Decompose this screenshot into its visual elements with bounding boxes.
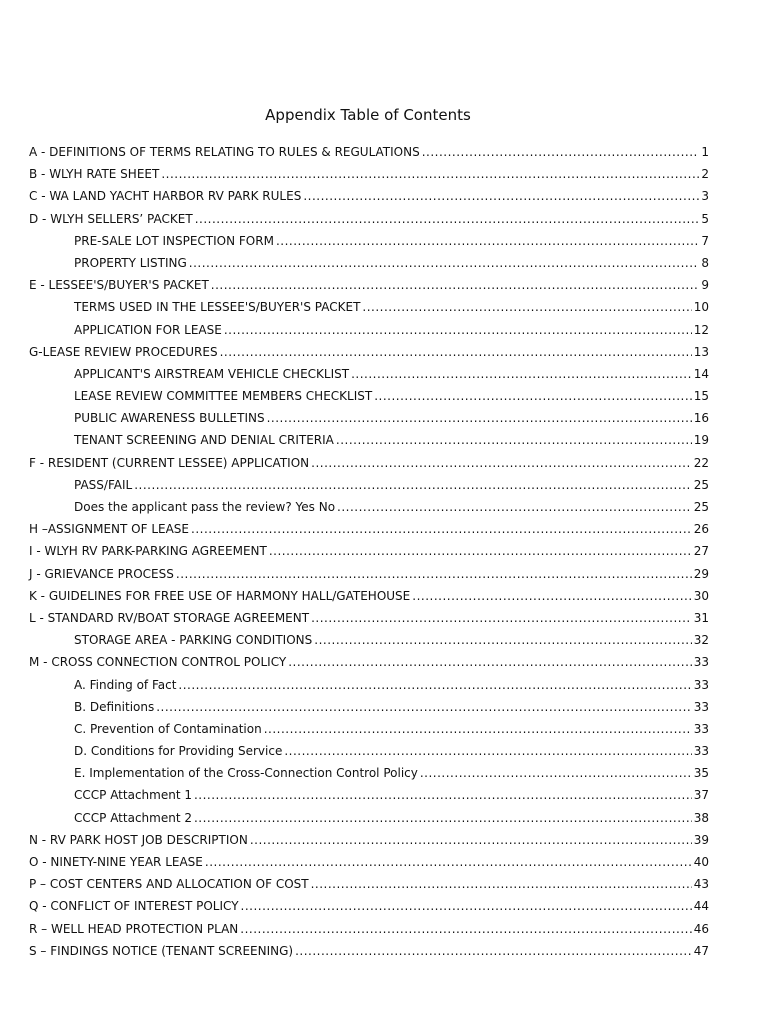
toc-entry-page-number: 16	[693, 411, 709, 426]
toc-entry[interactable]	[29, 518, 709, 540]
toc-entry-page-number: 22	[693, 455, 709, 470]
toc-entry-label: O - NINETY-NINE YEAR LEASE	[29, 855, 203, 869]
toc-dot-leader	[311, 452, 692, 474]
toc-dot-leader	[220, 341, 692, 363]
toc-entry-page-number: 33	[693, 677, 709, 692]
toc-entry-page-number: 10	[693, 300, 709, 315]
toc-entry-label: E. Implementation of the Cross-Connection Control Policy	[74, 766, 418, 781]
toc-entry-label: TERMS USED IN THE LESSEE'S/BUYER'S PACKET	[74, 300, 361, 315]
toc-dot-leader	[336, 429, 692, 451]
toc-entry[interactable]	[29, 607, 709, 629]
toc-dot-leader	[267, 407, 692, 429]
toc-dot-leader	[311, 873, 692, 895]
toc-entry-page-number: 43	[693, 877, 709, 892]
toc-dot-leader	[161, 163, 699, 185]
toc-entry[interactable]	[29, 141, 709, 163]
toc-entry-page-number: 33	[693, 655, 709, 670]
toc-entry-label: H –ASSIGNMENT OF LEASE	[29, 522, 189, 537]
toc-dot-leader	[269, 540, 692, 562]
toc-entry[interactable]	[29, 585, 709, 607]
toc-entry[interactable]	[29, 319, 709, 341]
toc-entry-label: CCCP Attachment 2	[74, 810, 192, 825]
toc-entry-page-number: 38	[693, 810, 709, 825]
toc-entry-page-number: 7	[701, 233, 709, 248]
toc-entry-label: Q - CONFLICT OF INTEREST POLICY	[29, 899, 239, 914]
toc-entry[interactable]	[29, 762, 709, 784]
toc-entry[interactable]	[29, 385, 709, 407]
toc-dot-leader	[288, 651, 692, 673]
toc-entry-page-number: 33	[693, 699, 709, 714]
toc-entry-label: PASS/FAIL	[74, 477, 133, 492]
toc-entry-page-number: 19	[693, 433, 709, 448]
toc-dot-leader	[205, 851, 692, 873]
toc-entry-label: APPLICANT'S AIRSTREAM VEHICLE CHECKLIST	[74, 366, 350, 381]
toc-entry[interactable]	[29, 829, 709, 851]
toc-entry-page-number: 33	[693, 744, 709, 759]
toc-entry[interactable]	[29, 851, 709, 873]
toc-entry[interactable]	[29, 718, 709, 740]
toc-dot-leader	[362, 296, 691, 318]
toc-entry[interactable]	[29, 274, 709, 296]
toc-entry-page-number: 13	[693, 344, 709, 359]
toc-dot-leader	[194, 784, 692, 806]
toc-entry[interactable]	[29, 208, 709, 230]
toc-entry[interactable]	[29, 185, 709, 207]
toc-entry[interactable]	[29, 563, 709, 585]
toc-entry-label: A. Finding of Fact	[74, 677, 177, 692]
toc-entry-label: Does the applicant pass the review? Yes No	[74, 500, 336, 514]
toc-entry[interactable]	[29, 740, 709, 762]
toc-entry-page-number: 33	[693, 721, 709, 736]
toc-dot-leader	[240, 918, 691, 940]
toc-entry-page-number: 47	[693, 943, 709, 958]
toc-entry-label: D - WLYH SELLERS’ PACKET	[29, 211, 193, 226]
toc-entry[interactable]	[29, 496, 709, 518]
toc-entry-label: L - STANDARD RV/BOAT STORAGE AGREEMENT	[29, 610, 310, 625]
toc-dot-leader	[156, 696, 691, 718]
toc-dot-leader	[134, 474, 692, 496]
toc-dot-leader	[374, 385, 692, 407]
toc-entry-page-number: 26	[693, 522, 709, 537]
toc-entry[interactable]	[29, 296, 709, 318]
toc-dot-leader	[264, 718, 692, 740]
toc-entry-label: C. Prevention of Contamination	[74, 721, 262, 736]
toc-entry-page-number: 14	[693, 366, 709, 381]
toc-entry-label: I - WLYH RV PARK-PARKING AGREEMENT	[29, 544, 267, 559]
toc-entry-label: P – COST CENTERS AND ALLOCATION OF COST	[29, 877, 309, 892]
toc-dot-leader	[420, 762, 692, 784]
toc-entry-label: PROPERTY LISTING	[74, 255, 187, 270]
toc-entry-label: B - WLYH RATE SHEET	[29, 167, 160, 182]
toc-dot-leader	[211, 274, 700, 296]
toc-dot-leader	[311, 607, 692, 629]
toc-dot-leader	[191, 518, 692, 540]
toc-entry-label: D. Conditions for Providing Service	[74, 744, 283, 759]
toc-entry[interactable]	[29, 363, 709, 385]
toc-entry-label: CCCP Attachment 1	[74, 788, 192, 803]
toc-entry[interactable]	[29, 940, 709, 962]
toc-entry-label: F - RESIDENT (CURRENT LESSEE) APPLICATION	[29, 455, 310, 470]
toc-entry-page-number: 44	[693, 899, 709, 914]
toc-entry-page-number: 39	[693, 832, 709, 847]
toc-entry[interactable]	[29, 540, 709, 562]
toc-entry[interactable]	[29, 474, 709, 496]
toc-entry[interactable]	[29, 407, 709, 429]
toc-entry-label: APPLICATION FOR LEASE	[74, 322, 222, 337]
toc-entry-page-number: 9	[701, 278, 709, 293]
toc-dot-leader	[284, 740, 691, 762]
toc-entry-page-number: 8	[701, 255, 709, 270]
toc-entry-label: N - RV PARK HOST JOB DESCRIPTION	[29, 832, 248, 847]
toc-dot-leader	[224, 319, 692, 341]
toc-dot-leader	[303, 185, 699, 207]
toc-entry-page-number: 35	[693, 766, 709, 781]
toc-entry[interactable]	[29, 429, 709, 451]
toc-entry-label: A - DEFINITIONS OF TERMS RELATING TO RULES & REGULATIONS	[29, 145, 420, 159]
toc-entry-page-number: 46	[693, 921, 709, 936]
toc-entry-page-number: 15	[693, 389, 709, 404]
toc-entry[interactable]	[29, 163, 709, 185]
toc-entry-label: STORAGE AREA - PARKING CONDITIONS	[74, 633, 313, 648]
toc-dot-leader	[422, 141, 700, 163]
toc-entry-label: TENANT SCREENING AND DENIAL CRITERIA	[74, 433, 334, 448]
toc-dot-leader	[195, 208, 700, 230]
toc-dot-leader	[189, 252, 700, 274]
toc-entry-label: K - GUIDELINES FOR FREE USE OF HARMONY HALL/GATEHOUSE	[29, 588, 411, 603]
toc-entry-page-number: 12	[693, 322, 709, 337]
table-of-contents	[29, 141, 709, 962]
toc-entry[interactable]	[29, 651, 709, 673]
toc-entry-label: B. Definitions	[74, 699, 155, 714]
toc-entry[interactable]	[29, 895, 709, 917]
toc-entry-label: E - LESSEE'S/BUYER'S PACKET	[29, 278, 209, 293]
page-title: Appendix Table of Contents	[265, 106, 471, 124]
toc-entry-label: G-LEASE REVIEW PROCEDURES	[29, 344, 218, 359]
toc-entry-page-number: 40	[693, 855, 709, 869]
toc-dot-leader	[176, 563, 692, 585]
toc-entry[interactable]	[29, 452, 709, 474]
toc-entry-label: R – WELL HEAD PROTECTION PLAN	[29, 921, 239, 936]
toc-entry[interactable]	[29, 252, 709, 274]
toc-entry[interactable]	[29, 873, 709, 895]
toc-entry-page-number: 5	[701, 211, 709, 226]
toc-entry[interactable]	[29, 784, 709, 806]
toc-entry-label: C - WA LAND YACHT HARBOR RV PARK RULES	[29, 189, 302, 204]
toc-entry-page-number: 27	[693, 544, 709, 559]
toc-entry[interactable]	[29, 807, 709, 829]
toc-dot-leader	[194, 807, 692, 829]
toc-entry-label: LEASE REVIEW COMMITTEE MEMBERS CHECKLIST	[74, 389, 373, 404]
toc-entry[interactable]	[29, 674, 709, 696]
toc-entry-page-number: 31	[693, 610, 709, 625]
toc-entry-label: PUBLIC AWARENESS BULLETINS	[74, 411, 265, 426]
toc-entry-page-number: 32	[693, 633, 709, 648]
toc-entry-page-number: 37	[693, 788, 709, 803]
toc-dot-leader	[250, 829, 692, 851]
toc-entry-label: M - CROSS CONNECTION CONTROL POLICY	[29, 655, 287, 670]
toc-entry[interactable]	[29, 696, 709, 718]
toc-dot-leader	[295, 940, 692, 962]
toc-dot-leader	[276, 230, 699, 252]
toc-entry-label: S – FINDINGS NOTICE (TENANT SCREENING)	[29, 943, 294, 958]
toc-dot-leader	[314, 629, 691, 651]
toc-entry[interactable]	[29, 341, 709, 363]
toc-entry-page-number: 1	[701, 145, 709, 159]
toc-entry-label: J - GRIEVANCE PROCESS	[29, 566, 174, 581]
toc-entry[interactable]	[29, 918, 709, 940]
toc-entry-page-number: 30	[693, 588, 709, 603]
toc-dot-leader	[178, 674, 691, 696]
toc-entry-page-number: 25	[693, 500, 709, 514]
toc-entry-page-number: 25	[693, 477, 709, 492]
toc-dot-leader	[337, 496, 692, 518]
toc-entry-label: PRE-SALE LOT INSPECTION FORM	[74, 233, 274, 248]
toc-entry[interactable]	[29, 230, 709, 252]
toc-dot-leader	[241, 895, 692, 917]
toc-dot-leader	[351, 363, 692, 385]
toc-dot-leader	[412, 585, 691, 607]
toc-entry-page-number: 3	[701, 189, 709, 204]
toc-entry-page-number: 29	[693, 566, 709, 581]
toc-entry[interactable]	[29, 629, 709, 651]
toc-entry-page-number: 2	[701, 167, 709, 182]
